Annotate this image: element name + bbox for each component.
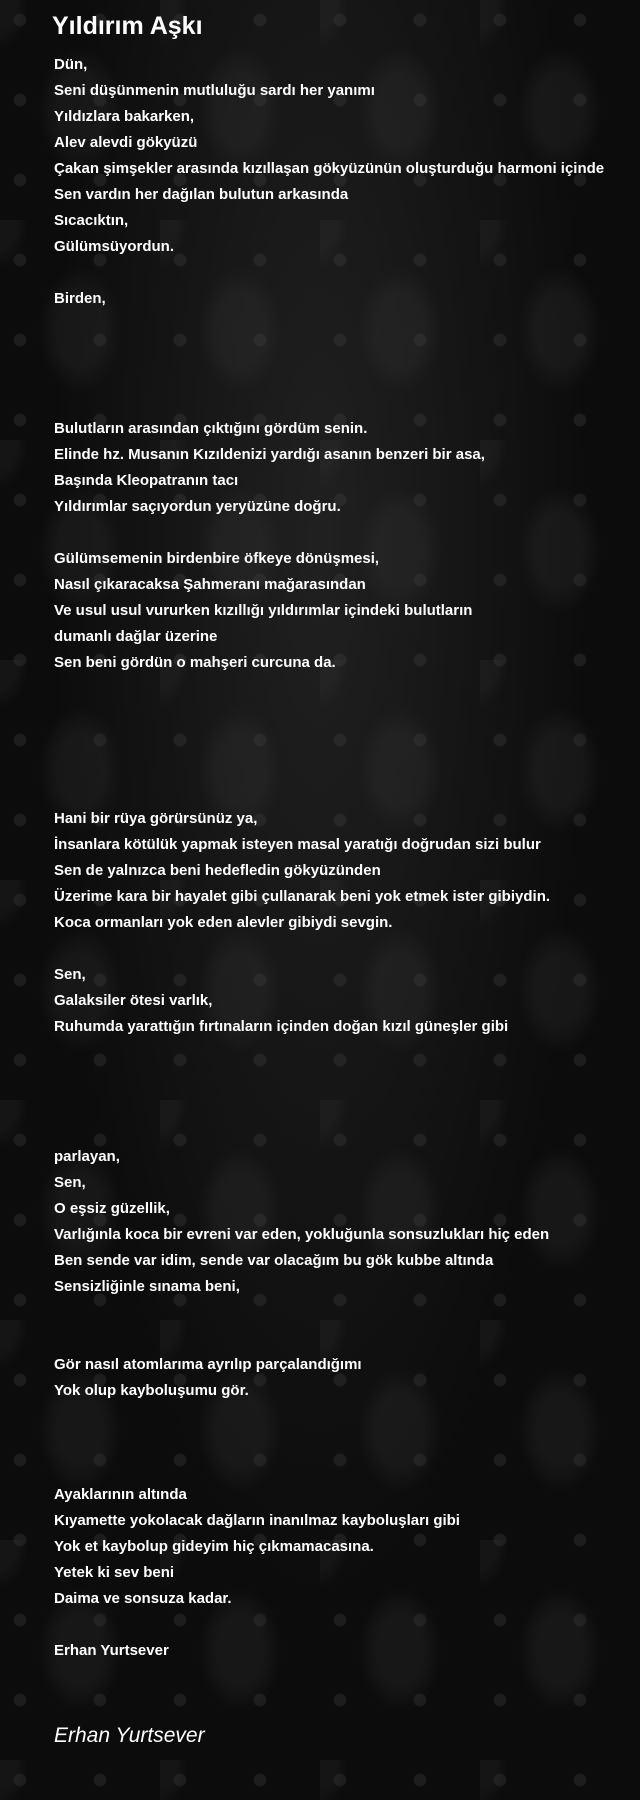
poem-line: Varlığınla koca bir evreni var eden, yokluğunla sonsuzlukları hiç eden xyxy=(54,1226,550,1243)
poem-blank-line xyxy=(54,676,640,702)
poem-line: Alev alevdi gökyüzü xyxy=(54,134,198,151)
poem-blank-line xyxy=(54,728,640,754)
poem-line: Galaksiler ötesi varlık, xyxy=(54,992,213,1009)
poem-blank-line xyxy=(54,1300,640,1326)
poem-line: Yok olup kayboluşumu gör. xyxy=(54,1382,249,1399)
poem-blank-line xyxy=(54,390,640,416)
poem-line: Yetek ki sev beni xyxy=(54,1564,175,1581)
poem-line: Bulutların arasından çıktığını gördüm senin. xyxy=(54,420,368,437)
poem-line: Sen beni gördün o mahşeri curcuna da. xyxy=(54,654,336,671)
poem-blank-line xyxy=(54,780,640,806)
poem-line: İnsanlara kötülük yapmak isteyen masal yaratığı doğrudan sizi bulur xyxy=(54,836,541,853)
poem-line: dumanlı dağlar üzerine xyxy=(54,628,218,645)
poem-blank-line xyxy=(54,936,640,962)
poem-line: Sen, xyxy=(54,966,86,983)
poem-line: Sen vardın her dağılan bulutun arkasında xyxy=(54,186,349,203)
poem-blank-line xyxy=(54,1040,640,1066)
poem-blank-line xyxy=(54,1456,640,1482)
poem-blank-line xyxy=(54,702,640,728)
poem-blank-line xyxy=(54,1092,640,1118)
poem-blank-line xyxy=(54,1066,640,1092)
poem-line: Sen de yalnızca beni hedefledin gökyüzünden xyxy=(54,862,381,879)
poem-line: Ayaklarının altında xyxy=(54,1486,187,1503)
poem-line: Elinde hz. Musanın Kızıldenizi yardığı asanın benzeri bir asa, xyxy=(54,446,485,463)
poem-line: Gör nasıl atomlarıma ayrılıp parçalandığımı xyxy=(54,1356,362,1373)
poem-line: Gülümsemenin birdenbire öfkeye dönüşmesi, xyxy=(54,550,380,567)
poem-line: parlayan, xyxy=(54,1148,120,1165)
poem-line: Ben sende var idim, sende var olacağım bu gök kubbe altında xyxy=(54,1252,494,1269)
poem-blank-line xyxy=(54,520,640,546)
poem-blank-line xyxy=(54,312,640,338)
poem-line: Seni düşünmenin mutluluğu sardı her yanımı xyxy=(54,82,375,99)
poem-blank-line xyxy=(54,1326,640,1352)
poem-line: Birden, xyxy=(54,290,106,307)
poem-blank-line xyxy=(54,364,640,390)
poem-title: Yıldırım Aşkı xyxy=(52,12,203,40)
poem-line: Üzerime kara bir hayalet gibi çullanarak beni yok etmek ister gibiydin. xyxy=(54,888,551,905)
poem-line: Ve usul usul vururken kızıllığı yıldırımlar içindeki bulutların xyxy=(54,602,473,619)
poem-line: Gülümsüyordun. xyxy=(54,238,174,255)
poem-line: Kıyamette yokolacak dağların inanılmaz kayboluşları gibi xyxy=(54,1512,460,1529)
poem-line: Başında Kleopatranın tacı xyxy=(54,472,239,489)
poem-line: Sıcacıktın, xyxy=(54,212,129,229)
poem-line: Erhan Yurtsever xyxy=(54,1642,169,1659)
poem-blank-line xyxy=(54,338,640,364)
poem-line: Hani bir rüya görürsünüz ya, xyxy=(54,810,258,827)
poem-line: Nasıl çıkaracaksa Şahmeranı mağarasından xyxy=(54,576,366,593)
poem-line: Sensizliğinle sınama beni, xyxy=(54,1278,240,1295)
poem-body xyxy=(54,52,640,1664)
poem-line: Dün, xyxy=(54,56,88,73)
poem-blank-line xyxy=(54,260,640,286)
poem-line: Daima ve sonsuza kadar. xyxy=(54,1590,232,1607)
author-signature: Erhan Yurtsever xyxy=(54,1724,205,1747)
poem-line: Yıldızlara bakarken, xyxy=(54,108,195,125)
poem-blank-line xyxy=(54,1404,640,1430)
poem-line: Çakan şimşekler arasında kızıllaşan gökyüzünün oluşturduğu harmoni içinde xyxy=(54,160,605,177)
poem-line: Yok et kaybolup gideyim hiç çıkmamacasına. xyxy=(54,1538,374,1555)
poem-line: Ruhumda yarattığın fırtınaların içinden doğan kızıl güneşler gibi xyxy=(54,1018,509,1035)
poem-line: Sen, xyxy=(54,1174,86,1191)
poem-line: Yıldırımlar saçıyordun yeryüzüne doğru. xyxy=(54,498,341,515)
poem-line: Koca ormanları yok eden alevler gibiydi sevgin. xyxy=(54,914,393,931)
poem-line: O eşsiz güzellik, xyxy=(54,1200,170,1217)
poem-blank-line xyxy=(54,1430,640,1456)
poem-blank-line xyxy=(54,754,640,780)
poem-blank-line xyxy=(54,1118,640,1144)
poem-blank-line xyxy=(54,1612,640,1638)
